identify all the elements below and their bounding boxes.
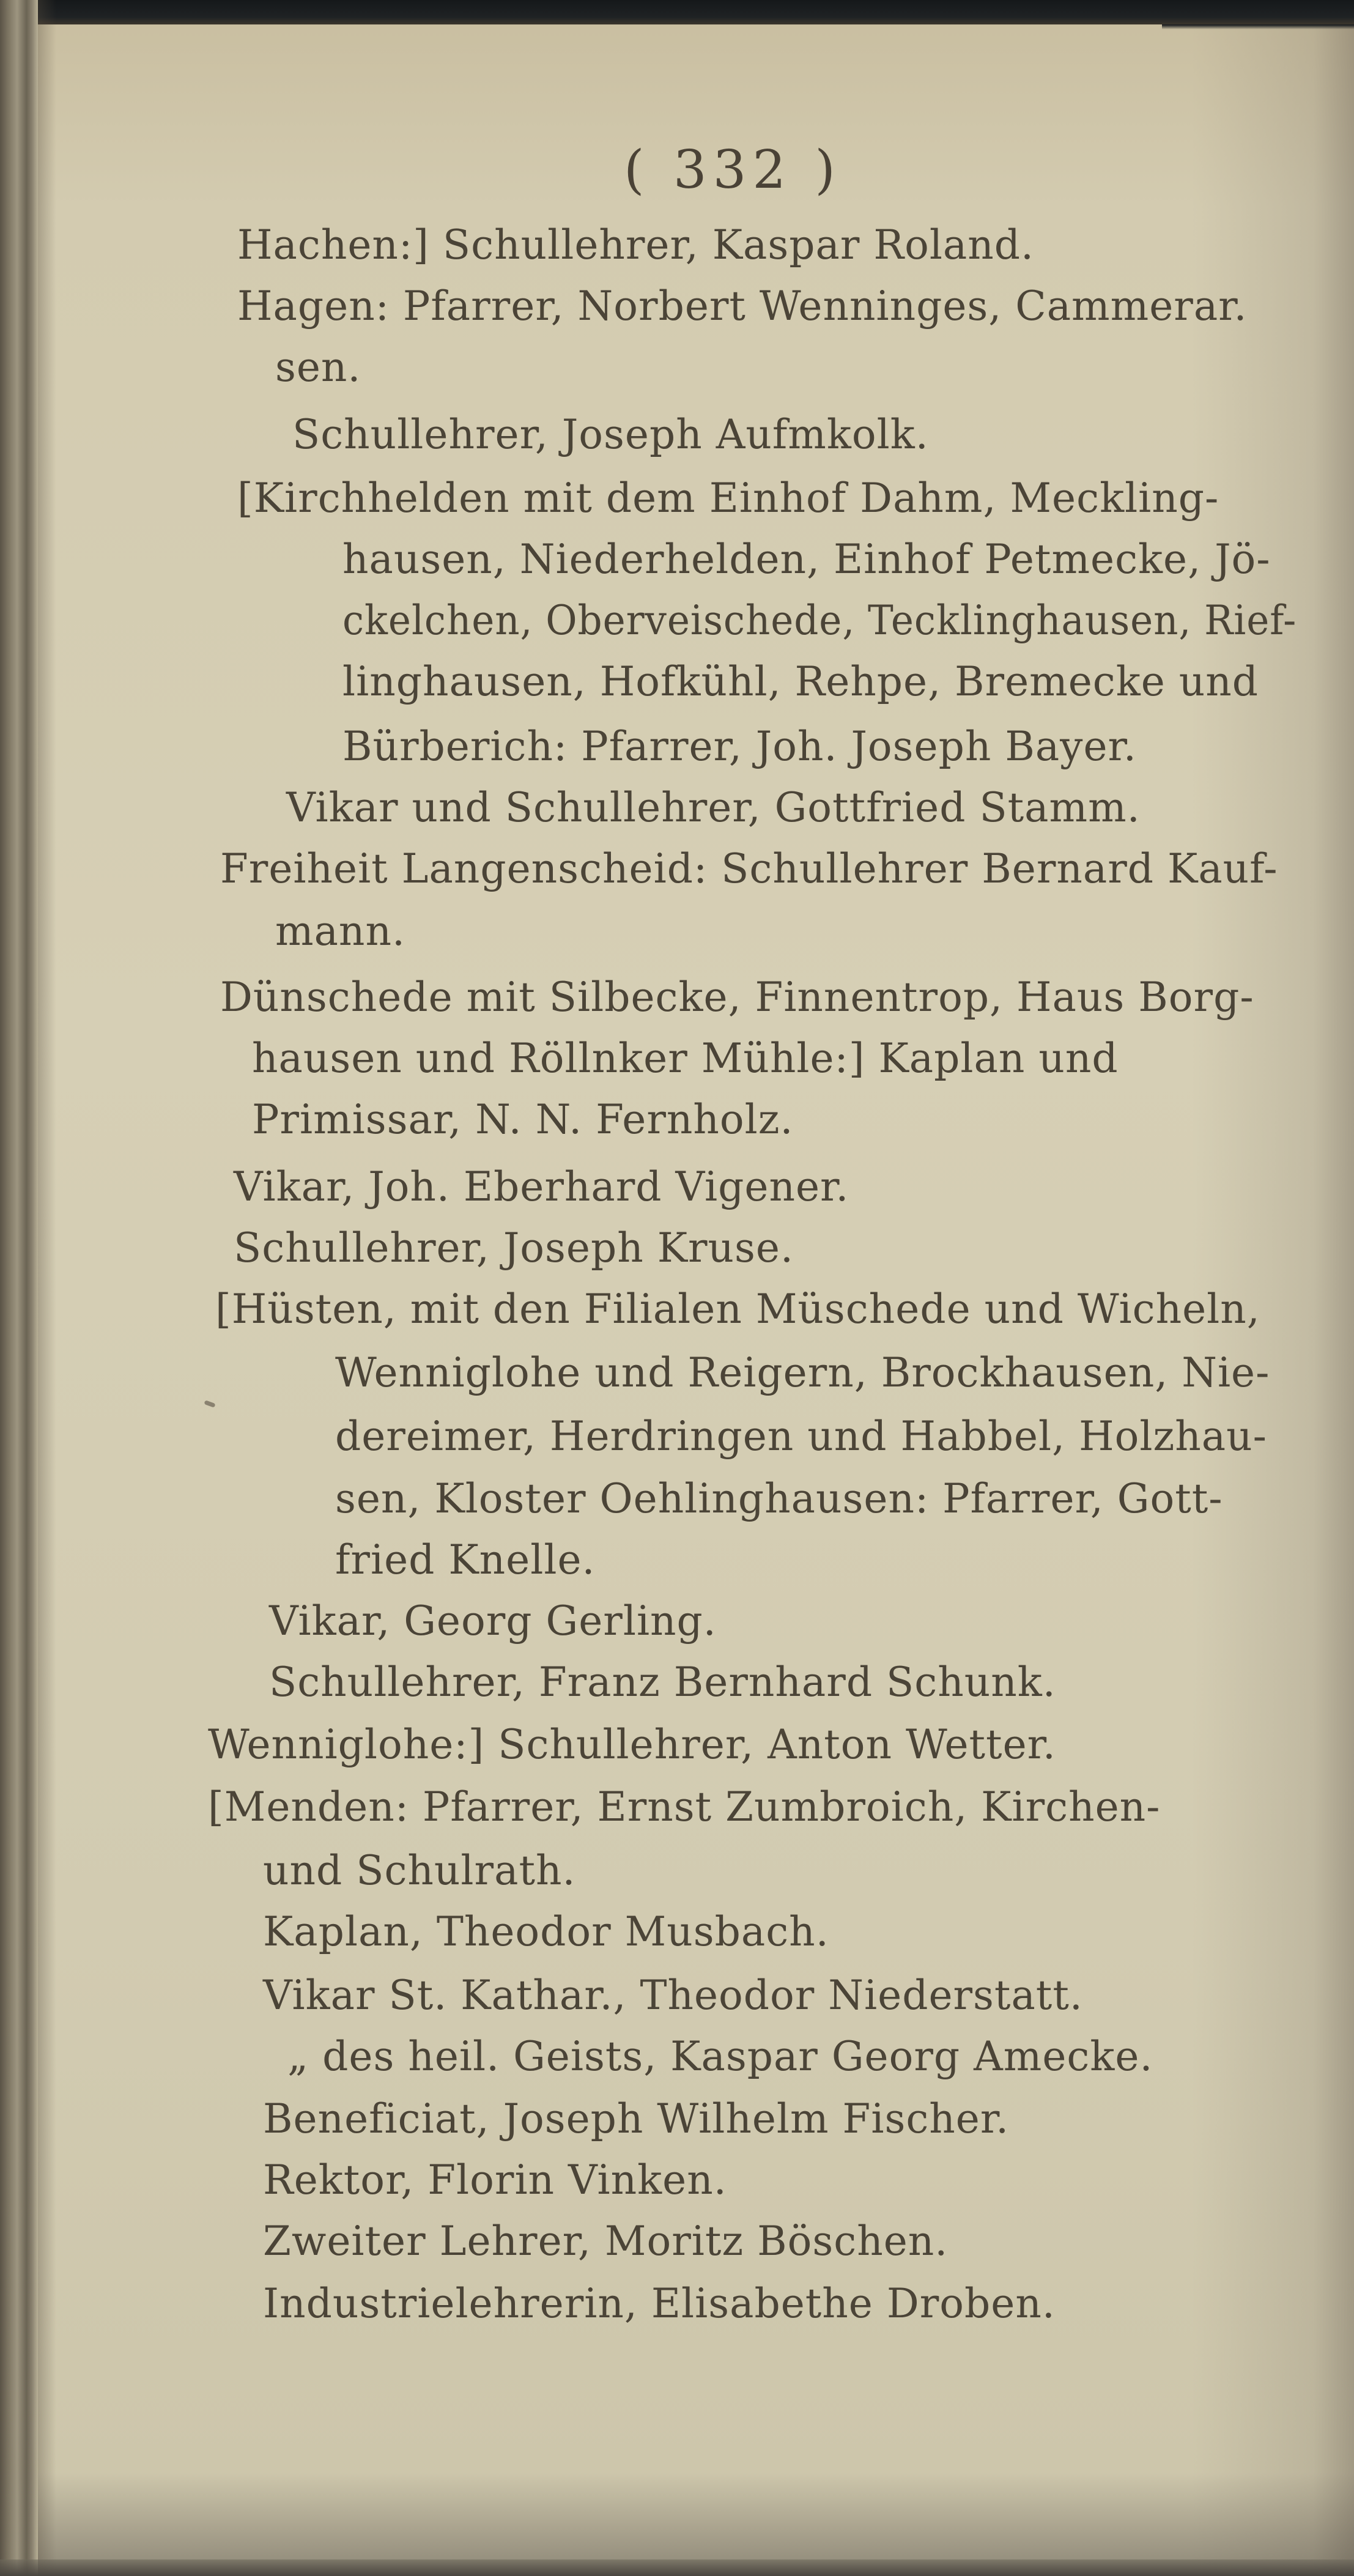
text-line: Rektor, Florin Vinken. xyxy=(263,2156,727,2204)
text-line: [Menden: Pfarrer, Ernst Zumbroich, Kirchen- xyxy=(208,1783,1161,1830)
text-line: Bürberich: Pfarrer, Joh. Joseph Bayer. xyxy=(342,723,1137,770)
text-line: Vikar, Georg Gerling. xyxy=(269,1597,717,1645)
text-line: mann. xyxy=(275,908,405,955)
bottom-page-edge xyxy=(0,2559,1354,2576)
text-line: Hagen: Pfarrer, Norbert Wenninges, Cammerar. xyxy=(237,283,1248,330)
text-line: Wenniglohe:] Schullehrer, Anton Wetter. xyxy=(208,1721,1056,1768)
text-line: Primissar, N. N. Fernholz. xyxy=(252,1096,794,1143)
text-line: [Hüsten, mit den Filialen Müschede und Wicheln, xyxy=(215,1286,1260,1333)
text-line: hausen, Niederhelden, Einhof Petmecke, Jö- xyxy=(342,536,1271,583)
text-line: fried Knelle. xyxy=(335,1536,596,1583)
text-line: Vikar, Joh. Eberhard Vigener. xyxy=(234,1163,849,1210)
text-line: Kaplan, Theodor Musbach. xyxy=(263,1908,829,1955)
text-line: sen, Kloster Oehlinghausen: Pfarrer, Gott- xyxy=(335,1475,1223,1522)
text-line: Wenniglohe und Reigern, Brockhausen, Nie- xyxy=(335,1349,1270,1396)
text-line: [Kirchhelden mit dem Einhof Dahm, Meckling- xyxy=(237,475,1219,522)
text-line: Zweiter Lehrer, Moritz Böschen. xyxy=(263,2218,949,2265)
text-line: „ des heil. Geists, Kaspar Georg Amecke. xyxy=(287,2033,1153,2080)
text-line: Dünschede mit Silbecke, Finnentrop, Haus Borg- xyxy=(220,974,1254,1021)
text-line: dereimer, Herdringen und Habbel, Holzhau- xyxy=(335,1413,1267,1460)
page-number: ( 332 ) xyxy=(624,139,842,201)
text-line: sen. xyxy=(275,344,361,391)
text-line: Hachen:] Schullehrer, Kaspar Roland. xyxy=(237,221,1035,268)
text-line: Industrielehrerin, Elisabethe Droben. xyxy=(263,2280,1056,2327)
text-line: linghausen, Hofkühl, Rehpe, Bremecke und xyxy=(342,658,1259,705)
text-line: Beneficiat, Joseph Wilhelm Fischer. xyxy=(263,2095,1010,2142)
text-line: Schullehrer, Franz Bernhard Schunk. xyxy=(269,1659,1056,1706)
text-line: Freiheit Langenscheid: Schullehrer Bernard Kauf- xyxy=(220,845,1278,892)
text-line: Schullehrer, Joseph Kruse. xyxy=(234,1224,794,1271)
text-line: Vikar St. Kathar., Theodor Niederstatt. xyxy=(263,1972,1083,2019)
text-line: Vikar und Schullehrer, Gottfried Stamm. xyxy=(286,784,1141,831)
text-line: und Schulrath. xyxy=(263,1847,576,1894)
text-line: hausen und Röllnker Mühle:] Kaplan und xyxy=(252,1035,1119,1082)
text-line: ckelchen, Oberveischede, Tecklinghausen, Rief- xyxy=(342,597,1297,644)
text-line: Schullehrer, Joseph Aufmkolk. xyxy=(292,411,929,458)
